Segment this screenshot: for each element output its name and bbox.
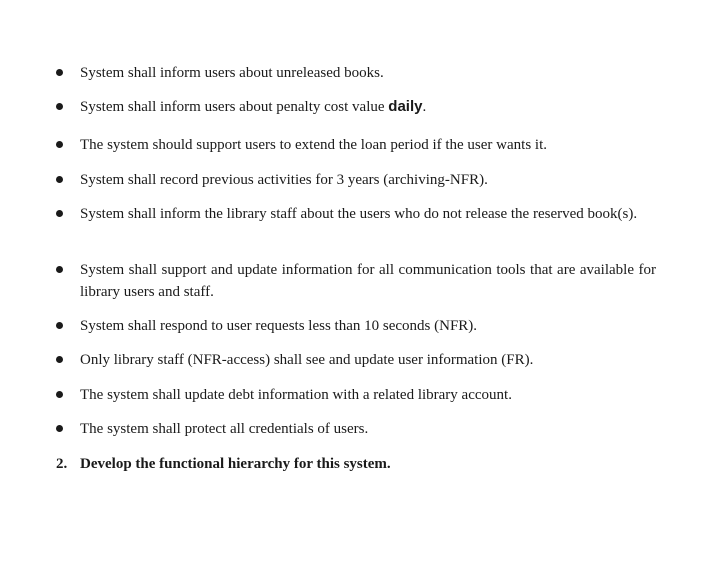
requirement-text-end: . (422, 99, 427, 115)
requirement-text: System shall inform users about penalty cost value (80, 99, 389, 115)
requirement-emphasis: daily (388, 98, 423, 115)
requirement-text: The system should support users to extend the loan period if the user wants it. (80, 137, 547, 153)
question-number: 2. (56, 456, 68, 472)
bullet-icon (56, 391, 63, 398)
bullet-icon (56, 103, 63, 110)
bullet-icon (56, 425, 63, 432)
bullet-icon (56, 356, 63, 363)
bullet-icon (56, 322, 63, 329)
bullet-icon (56, 141, 63, 148)
requirement-item (80, 169, 656, 191)
requirement-item (80, 96, 656, 118)
requirement-text: The system shall update debt information with a related library account. (80, 387, 512, 403)
bullet-icon (56, 69, 63, 76)
requirement-item (80, 134, 656, 156)
bullet-icon (56, 210, 63, 217)
requirement-item (80, 349, 656, 371)
requirement-item (80, 62, 656, 84)
question-heading: Develop the functional hierarchy for this system. (80, 456, 391, 472)
requirement-text: System shall inform the library staff about the users who do not release the reserved book(s). (80, 206, 638, 222)
requirement-text: System shall inform users about unreleased books. (80, 65, 384, 81)
requirement-item (80, 315, 656, 337)
bullet-icon (56, 266, 63, 273)
requirement-text: The system shall protect all credentials of users. (80, 421, 369, 437)
requirement-text: System shall record previous activities for 3 years (archiving-NFR). (80, 172, 488, 188)
requirement-item (80, 259, 656, 303)
requirement-item (80, 203, 656, 225)
requirement-item (80, 418, 656, 440)
bullet-icon (56, 176, 63, 183)
requirement-text: System shall respond to user requests less than 10 seconds (NFR). (80, 318, 478, 334)
requirement-text: Only library staff (NFR-access) shall see and update user information (FR). (80, 352, 534, 368)
requirement-item (80, 384, 656, 406)
requirement-text: System shall support and update information for all communication tools that are available for library users and staff. (80, 262, 656, 300)
